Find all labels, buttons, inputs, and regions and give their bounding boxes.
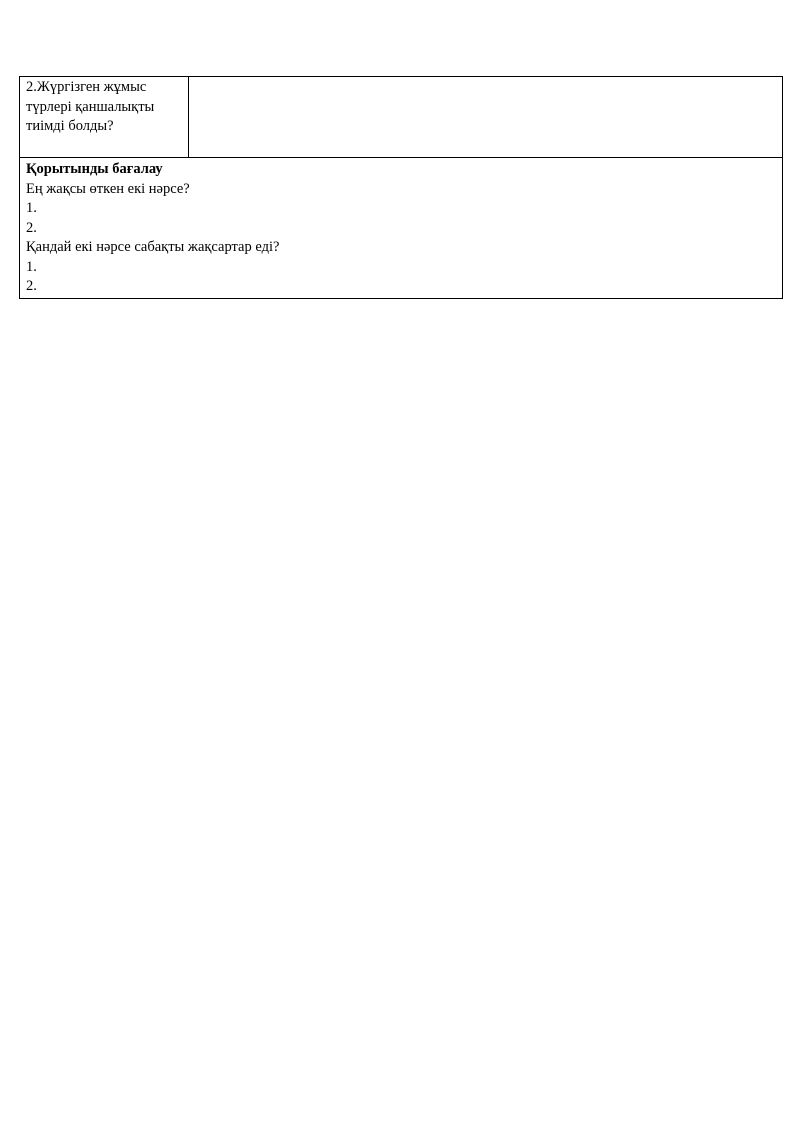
question-line-2: түрлері қаншалықты bbox=[26, 98, 155, 115]
summary-improve-item-1: 1. bbox=[26, 258, 37, 275]
summary-question-improve: Қандай екі нәрсе сабақты жақсартар еді? bbox=[26, 239, 280, 255]
summary-cell bbox=[20, 158, 783, 299]
summary-question-best: Ең жақсы өткен екі нәрсе? bbox=[26, 180, 190, 197]
summary-best-item-1: 1. bbox=[26, 200, 37, 216]
summary-improve-item-2: 2. bbox=[26, 278, 37, 294]
question-line-3: тиімді болды? bbox=[26, 118, 114, 134]
table-row-summary bbox=[20, 158, 783, 299]
answer-cell bbox=[189, 77, 783, 158]
question-line-1: 2.Жүргізген жұмыс bbox=[26, 79, 147, 95]
table-row-question-2 bbox=[20, 77, 783, 158]
summary-heading: Қорытынды бағалау bbox=[26, 161, 163, 177]
summary-best-item-2: 2. bbox=[26, 219, 37, 236]
reflection-table bbox=[19, 76, 783, 299]
question-cell bbox=[20, 77, 189, 158]
